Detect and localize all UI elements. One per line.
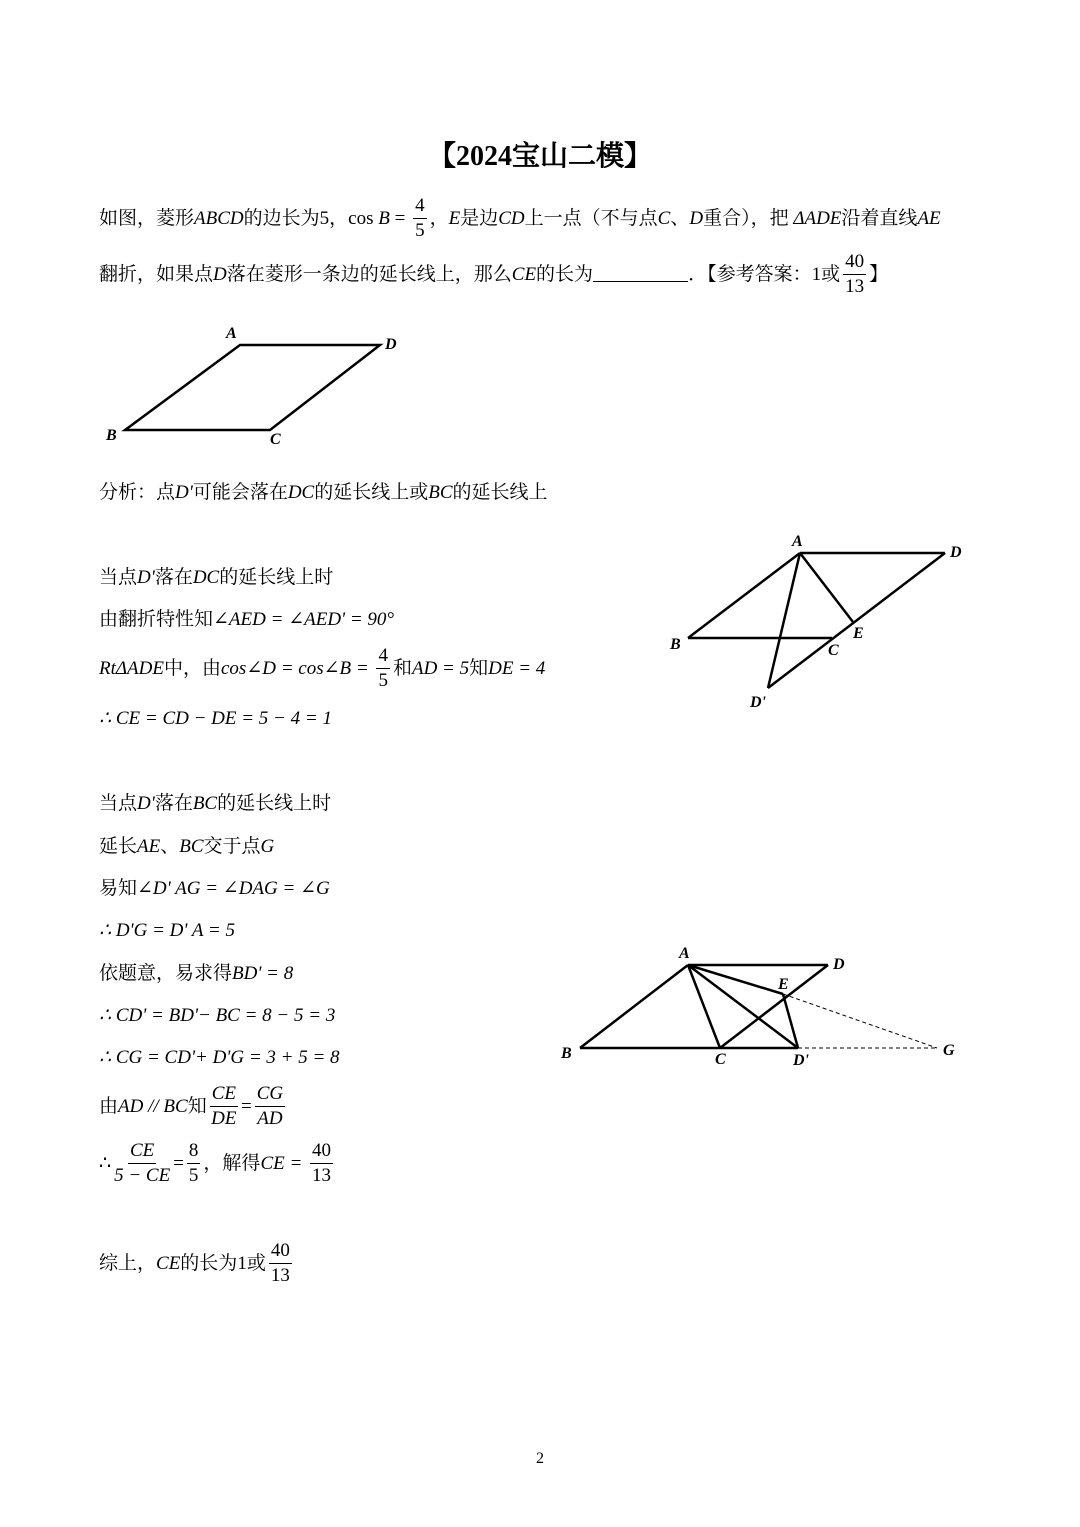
seg-ab <box>580 965 688 1048</box>
text: 、 <box>160 836 180 857</box>
math: E <box>448 207 461 229</box>
math: AE <box>917 207 941 229</box>
denominator: 13 <box>312 1164 332 1186</box>
numerator: 40 <box>269 1241 292 1264</box>
text: 当点 <box>99 567 138 588</box>
math: CE <box>511 263 537 285</box>
text: 是边 <box>460 207 499 229</box>
case1-line-3 <box>99 646 545 691</box>
math: D' <box>137 567 155 588</box>
math: 5 <box>319 207 330 229</box>
math: cos <box>348 207 374 229</box>
text: 中，由 <box>163 657 221 679</box>
seg-dc <box>720 965 828 1048</box>
fraction <box>269 1241 292 1286</box>
math: AD // BC <box>118 1095 188 1117</box>
math: 1 <box>811 263 822 285</box>
denominator: AD <box>257 1107 283 1129</box>
numerator: 40 <box>843 252 866 275</box>
text: 落在 <box>154 793 193 814</box>
fraction <box>413 196 427 241</box>
math: ∴ <box>99 1152 112 1174</box>
case2-line-7 <box>99 1048 340 1067</box>
text: 如图，菱形 <box>99 207 195 229</box>
label-e: E <box>778 976 789 993</box>
numerator: CE <box>128 1141 156 1164</box>
answer-blank <box>593 280 688 282</box>
label-b: B <box>561 1045 572 1062</box>
label-d: D <box>385 336 397 353</box>
figure-rhombus <box>100 320 410 455</box>
text: 沿着直线 <box>841 207 918 229</box>
math: BC <box>428 482 453 503</box>
math: AE <box>137 836 161 857</box>
fraction <box>310 1141 333 1186</box>
denominator: 5 − CE <box>114 1164 171 1186</box>
math: G <box>260 836 275 857</box>
label-e: E <box>853 625 864 642</box>
numerator: CE <box>210 1084 238 1107</box>
label-a: A <box>226 325 237 342</box>
numerator: 4 <box>413 196 427 219</box>
text: 由 <box>99 1095 119 1117</box>
label-b: B <box>106 427 117 444</box>
math: DC <box>192 567 220 588</box>
math: 1 <box>237 1252 247 1274</box>
text: 的延长线上 <box>452 482 548 503</box>
text: 的延长线上时 <box>219 567 334 588</box>
fraction <box>187 1141 201 1186</box>
seg-ae <box>688 965 783 994</box>
text: 或 <box>246 1252 266 1274</box>
fraction <box>114 1141 170 1186</box>
math: ABCD <box>194 207 244 229</box>
problem-line-2 <box>99 252 888 297</box>
case1-line-2 <box>99 610 394 629</box>
label-g: G <box>943 1042 955 1059</box>
problem-line-1 <box>99 196 941 241</box>
dash-eg <box>783 994 937 1048</box>
summary-line <box>99 1241 295 1286</box>
label-a: A <box>792 533 803 550</box>
denominator: 5 <box>415 219 425 241</box>
text: 上一点（不与点 <box>524 207 658 229</box>
case2-line-3 <box>99 879 330 898</box>
case1-line-4 <box>99 709 332 728</box>
text: 综上， <box>99 1252 157 1274</box>
math: cos∠D = cos∠B = <box>221 657 374 679</box>
text: 的边长为 <box>243 207 320 229</box>
math: CD <box>498 207 525 229</box>
figure-case2 <box>555 938 975 1073</box>
denominator: 13 <box>845 275 865 297</box>
math: D' <box>175 482 193 503</box>
fraction <box>376 646 390 691</box>
label-c: C <box>270 431 281 448</box>
text: 的延长线上时 <box>217 793 332 814</box>
analysis-line <box>99 483 548 502</box>
text: 落在菱形一条边的延长线上，那么 <box>226 263 512 285</box>
label-a: A <box>679 945 690 962</box>
text: ．【参考答案： <box>688 263 812 285</box>
math: ∠D' AG = ∠DAG = ∠G <box>137 878 330 899</box>
numerator: 40 <box>310 1141 333 1164</box>
denominator: 13 <box>270 1264 290 1286</box>
figure-case1 <box>660 528 980 718</box>
text: 翻折，如果点 <box>99 263 214 285</box>
text: 分析：点 <box>99 482 176 503</box>
label-c: C <box>715 1051 726 1068</box>
math: ∠AED = ∠AED' = 90° <box>213 609 395 630</box>
text: 或 <box>821 263 841 285</box>
math: C <box>657 207 671 229</box>
math: D' <box>137 793 155 814</box>
text: ，解得 <box>203 1152 261 1174</box>
text: 可能会落在 <box>192 482 288 503</box>
math: ∴ CE = CD − DE = 5 − 4 = 1 <box>99 708 332 729</box>
math: AD = 5 <box>411 657 470 679</box>
math: D <box>213 263 227 285</box>
math: = <box>389 207 411 229</box>
text: 重合），把 <box>703 207 794 229</box>
page-title: 【2024宝山二模】 <box>427 141 652 172</box>
page-number: 2 <box>536 1450 544 1467</box>
case2-line-4 <box>99 921 235 940</box>
math: BC <box>179 836 204 857</box>
label-d-prime: D' <box>750 694 766 711</box>
math: BC <box>192 793 218 814</box>
denominator: DE <box>211 1107 237 1129</box>
math: CE = <box>260 1152 308 1174</box>
seg-ae <box>800 553 853 622</box>
text: 的长为 <box>536 263 594 285</box>
fraction <box>843 252 866 297</box>
math: ΔADE <box>793 207 842 229</box>
rhombus-abcd <box>125 345 380 430</box>
numerator: 8 <box>187 1141 201 1164</box>
math: CE <box>156 1252 181 1274</box>
math: B <box>378 207 390 229</box>
label-d: D <box>950 544 962 561</box>
text: ， <box>329 207 349 229</box>
denominator: 5 <box>378 669 388 691</box>
text: 、 <box>670 207 690 229</box>
math: RtΔADE <box>99 657 164 679</box>
text: 易知 <box>99 878 138 899</box>
text: 知 <box>187 1095 207 1117</box>
text: 依题意，易求得 <box>99 963 233 984</box>
text: 】 <box>869 263 889 285</box>
text: 延长 <box>99 836 138 857</box>
denominator: 5 <box>188 1164 199 1186</box>
math: DE = 4 <box>488 657 546 679</box>
text: 落在 <box>154 567 193 588</box>
label-d: D <box>833 956 845 973</box>
math: ∴ CG = CD'+ D'G = 3 + 5 = 8 <box>99 1047 340 1068</box>
math: DC <box>287 482 315 503</box>
math: ∴ D'G = D' A = 5 <box>99 920 235 941</box>
text: 和 <box>392 657 412 679</box>
math: ∴ CD' = BD'− BC = 8 − 5 = 3 <box>99 1005 336 1026</box>
math: BD' = 8 <box>232 963 294 984</box>
label-c: C <box>828 642 839 659</box>
text: ， <box>429 207 449 229</box>
text: 当点 <box>99 793 138 814</box>
text: 由翻折特性知 <box>99 609 214 630</box>
fraction <box>210 1084 238 1129</box>
case2-line-9 <box>99 1141 336 1186</box>
text: 的延长线上或 <box>314 482 429 503</box>
case2-line-6 <box>99 1006 335 1025</box>
case2-line-5 <box>99 964 293 983</box>
case2-line-8 <box>99 1084 288 1129</box>
case2-line-2 <box>99 837 274 856</box>
math: = <box>240 1095 252 1117</box>
label-b: B <box>670 636 681 653</box>
fraction <box>255 1084 285 1129</box>
numerator: 4 <box>376 646 390 669</box>
case1-heading <box>99 568 333 587</box>
math: = <box>173 1152 184 1174</box>
numerator: CG <box>255 1084 285 1107</box>
math: D <box>689 207 704 229</box>
text: 交于点 <box>203 836 261 857</box>
case2-heading <box>99 794 331 813</box>
label-d-prime: D' <box>793 1052 809 1069</box>
text: 的长为 <box>180 1252 238 1274</box>
text: 知 <box>469 657 489 679</box>
